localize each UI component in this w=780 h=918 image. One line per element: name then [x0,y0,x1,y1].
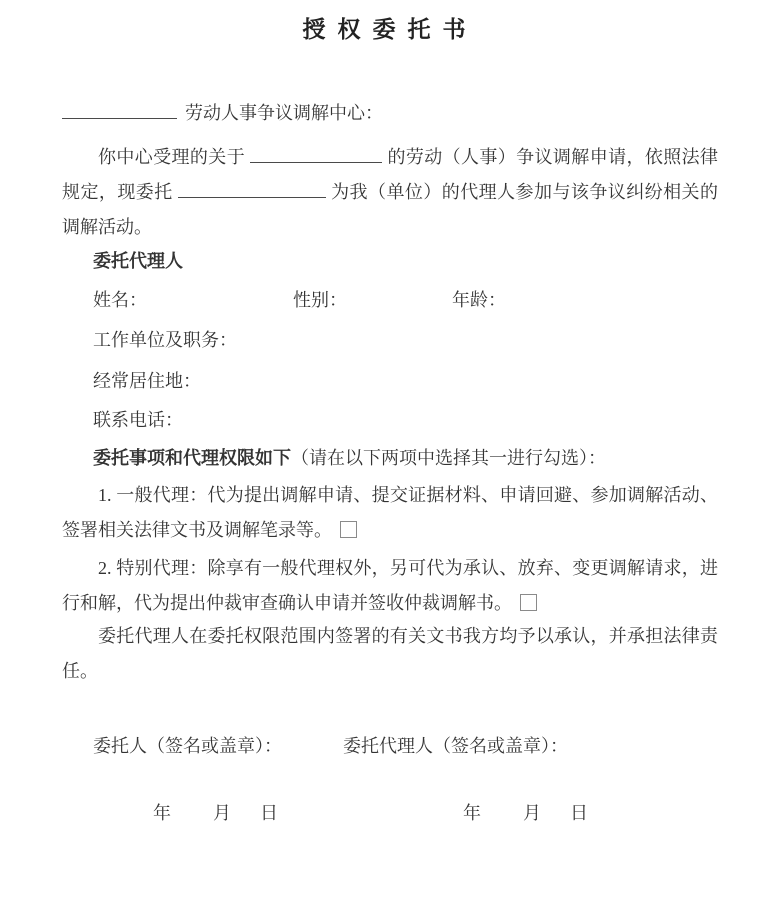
date-group-agent [463,796,588,831]
authorization-option-general [62,478,718,548]
blank-agent-name [178,181,326,198]
date-label-year: 年 [153,803,171,823]
blank-respondent [250,146,382,163]
date-row [62,796,718,831]
date-label-day: 日 [570,803,588,823]
date-label-year: 年 [463,803,481,823]
option-general-text: 1. 一般代理：代为提出调解申请、提交证据材料、申请回避、参加调解活动、签署相关法律文书及调解笔录等。 [62,485,718,540]
intro-paragraph [62,140,718,245]
option-special-text: 2. 特别代理：除享有一般代理权外，另可代为承认、放弃、变更调解请求，进行和解，代为提出仲裁审查确认申请并签收仲裁调解书。 [62,558,718,613]
date-label-day: 日 [260,803,278,823]
agent-section-heading: 委托代理人 [93,251,183,271]
date-label-month: 月 [523,803,541,823]
closing-paragraph: 委托代理人在委托权限范围内签署的有关文书我方均予以承认，并承担法律责任。 [62,626,718,681]
authorization-heading [62,441,718,476]
checkbox-unchecked-icon [340,521,357,538]
intro-seg3: 为我（单位）的代理人参加与该争议纠纷相关的调解活动。 [62,182,719,237]
field-label-gender: 性别： [293,290,347,310]
intro-seg2: 的劳动（人事）争议调解申请，依照法律规定，现委托 [62,147,718,202]
field-label-age: 年龄： [452,290,506,310]
signature-label-principal: 委托人（签名或盖章）： [93,736,282,756]
salutation-recipient: 劳动人事争议调解中心： [185,103,383,123]
field-label-work: 工作单位及职务： [93,330,237,350]
date-group-principal [153,796,278,831]
field-label-residence: 经常居住地： [93,371,201,391]
authorization-heading-note: （请在以下两项中选择其一进行勾选）： [291,448,606,468]
authorization-option-special [62,551,718,621]
signature-row [62,729,718,764]
salutation-line [62,96,718,131]
agent-identity-row [62,283,718,318]
field-label-name: 姓名： [93,290,147,310]
field-label-phone: 联系电话： [93,410,183,430]
date-label-month: 月 [213,803,231,823]
authorization-heading-bold: 委托事项和代理权限如下 [93,448,291,468]
signature-label-agent: 委托代理人（签名或盖章）： [343,736,568,756]
checkbox-unchecked-icon [520,594,537,611]
blank-center-name [62,102,177,119]
intro-seg1: 你中心受理的关于 [98,147,246,167]
document-title: 授权委托书 [302,16,478,42]
